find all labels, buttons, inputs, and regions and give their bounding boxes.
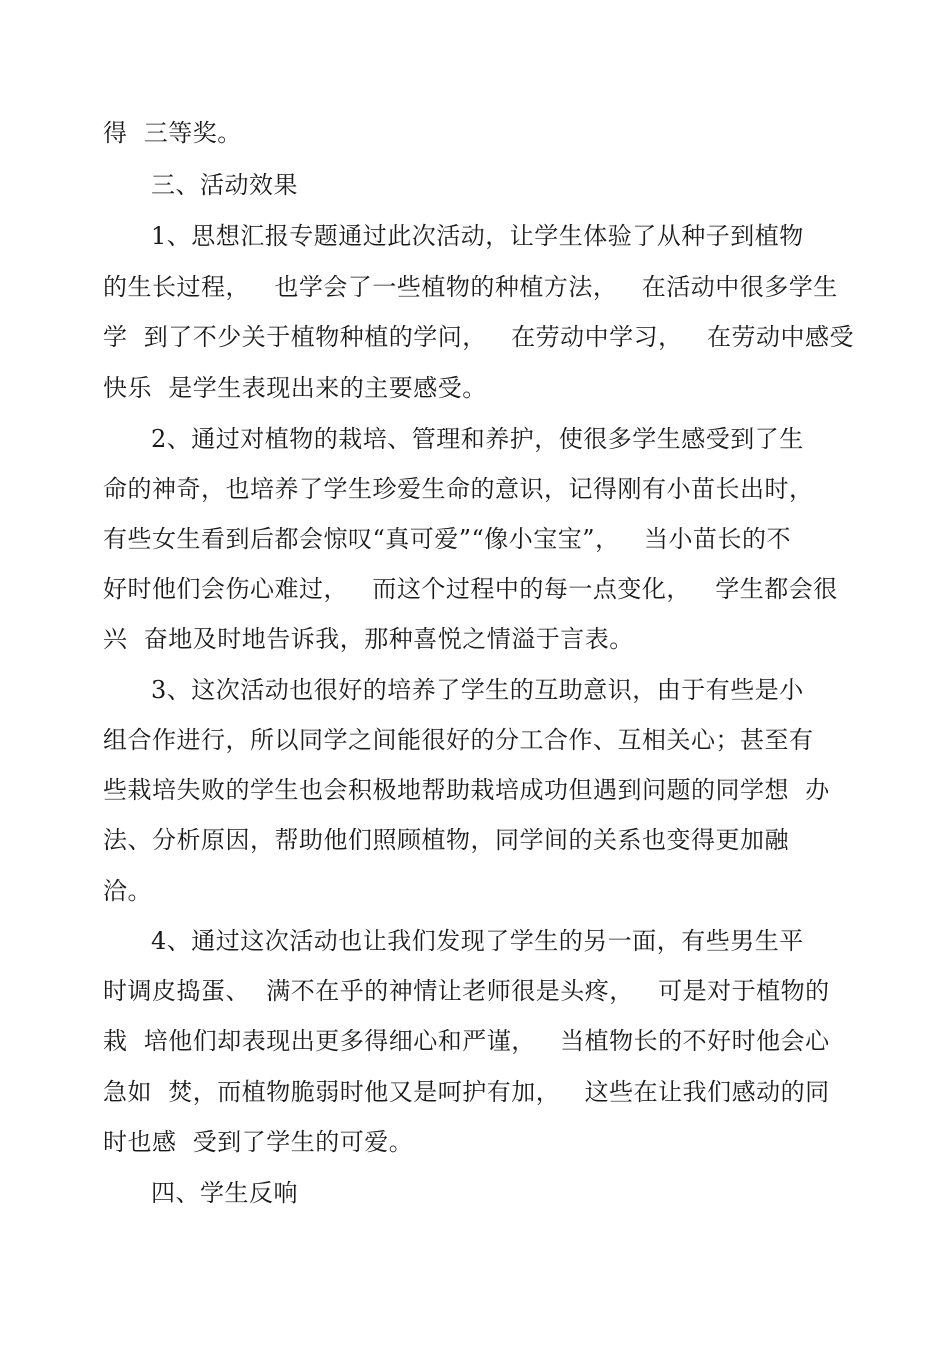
paragraph-line: 急如 焚，而植物脆弱时他又是呵护有加， 这些在让我们感动的同 — [103, 1078, 830, 1106]
paragraph-line: 有些女生看到后都会惊叹“真可爱”“像小宝宝”， 当小苗长的不 — [103, 525, 791, 553]
paragraph-line: 得 三等奖。 — [103, 119, 242, 147]
paragraph-line: 2、通过对植物的栽培、管理和养护，使很多学生感受到了生 — [151, 425, 804, 453]
paragraph-line: 学 到了不少关于植物种植的学问， 在劳动中学习， 在劳动中感受 — [103, 323, 855, 351]
paragraph-line: 时也感 受到了学生的可爱。 — [103, 1128, 414, 1156]
paragraph-line: 3、这次活动也很好的培养了学生的互助意识，由于有些是小 — [151, 676, 804, 704]
paragraph-line: 1、思想汇报专题通过此次活动，让学生体验了从种子到植物 — [151, 222, 804, 250]
paragraph-line: 组合作进行，所以同学之间能很好的分工合作、互相关心；甚至有 — [103, 726, 814, 754]
paragraph-line: 快乐 是学生表现出来的主要感受。 — [103, 374, 487, 402]
paragraph-line: 好时他们会伤心难过， 而这个过程中的每一点变化， 学生都会很 — [103, 575, 838, 603]
paragraph-line: 的生长过程， 也学会了一些植物的种植方法， 在活动中很多学生 — [103, 273, 838, 301]
paragraph-line: 洽。 — [103, 877, 152, 905]
paragraph-line: 些栽培失败的学生也会积极地帮助栽培成功但遇到问题的同学想 办 — [103, 776, 830, 804]
paragraph-line: 4、通过这次活动也让我们发现了学生的另一面，有些男生平 — [151, 927, 804, 955]
section-heading-activity-effect: 三、活动效果 — [151, 171, 298, 199]
section-heading-student-response: 四、学生反响 — [151, 1179, 298, 1207]
paragraph-line: 法、分析原因，帮助他们照顾植物，同学间的关系也变得更加融 — [103, 826, 789, 854]
paragraph-line: 兴 奋地及时地告诉我，那种喜悦之情溢于言表。 — [103, 625, 634, 653]
paragraph-line: 栽 培他们却表现出更多得细心和严谨， 当植物长的不好时他会心 — [103, 1027, 830, 1055]
paragraph-line: 命的神奇，也培养了学生珍爱生命的意识，记得刚有小苗长出时， — [103, 475, 814, 503]
paragraph-line: 时调皮捣蛋、 满不在乎的神情让老师很是头疼， 可是对于植物的 — [103, 977, 830, 1005]
